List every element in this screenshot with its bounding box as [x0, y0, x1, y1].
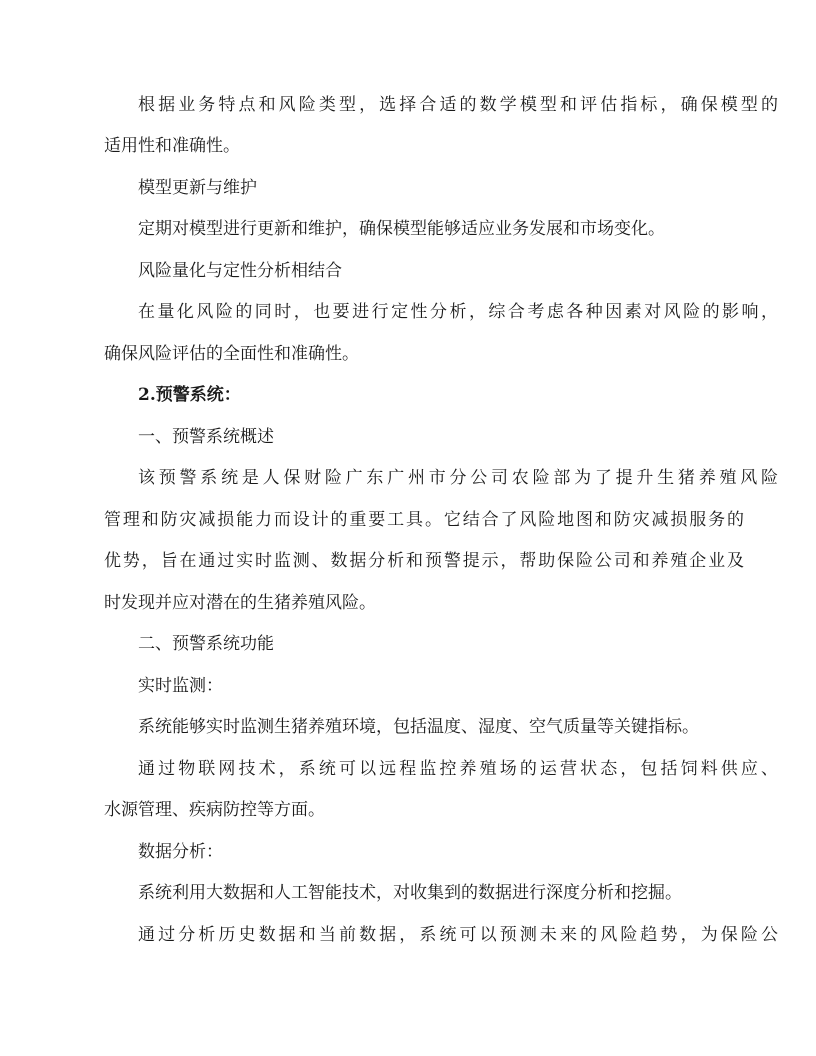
- section-heading: 一、预警系统概述: [138, 427, 274, 447]
- paragraph-line: 在量化风险的同时，也要进行定性分析，综合考虑各种因素对风险的影响，: [138, 302, 778, 322]
- paragraph-line: 水源管理、疾病防控等方面。: [104, 800, 325, 820]
- paragraph-line: 确保风险评估的全面性和准确性。: [104, 344, 359, 364]
- paragraph-line: 根据业务特点和风险类型，选择合适的数学模型和评估指标，确保模型的: [138, 95, 778, 115]
- subsection-heading: 实时监测：: [138, 676, 223, 696]
- paragraph-line: 优势，旨在通过实时监测、数据分析和预警提示，帮助保险公司和养殖企业及: [104, 551, 744, 571]
- paragraph-line: 系统能够实时监测生猪养殖环境，包括温度、湿度、空气质量等关键指标。: [138, 717, 699, 737]
- paragraph-line: 通过物联网技术，系统可以远程监控养殖场的运营状态，包括饲料供应、: [138, 759, 778, 779]
- main-heading: 2.预警系统：: [138, 385, 241, 405]
- section-heading: 风险量化与定性分析相结合: [138, 261, 342, 281]
- section-heading: 二、预警系统功能: [138, 634, 274, 654]
- section-heading: 模型更新与维护: [138, 178, 257, 198]
- paragraph-line: 该预警系统是人保财险广东广州市分公司农险部为了提升生猪养殖风险: [138, 468, 778, 488]
- paragraph-line: 系统利用大数据和人工智能技术，对收集到的数据进行深度分析和挖掘。: [138, 883, 682, 903]
- subsection-heading: 数据分析：: [138, 842, 223, 862]
- paragraph-line: 适用性和准确性。: [104, 136, 240, 156]
- paragraph-line: 定期对模型进行更新和维护，确保模型能够适应业务发展和市场变化。: [138, 219, 665, 239]
- paragraph-line: 管理和防灾减损能力而设计的重要工具。它结合了风险地图和防灾减损服务的: [104, 510, 744, 530]
- paragraph-line: 时发现并应对潜在的生猪养殖风险。: [104, 593, 376, 613]
- paragraph-line: 通过分析历史数据和当前数据，系统可以预测未来的风险趋势，为保险公: [138, 925, 778, 945]
